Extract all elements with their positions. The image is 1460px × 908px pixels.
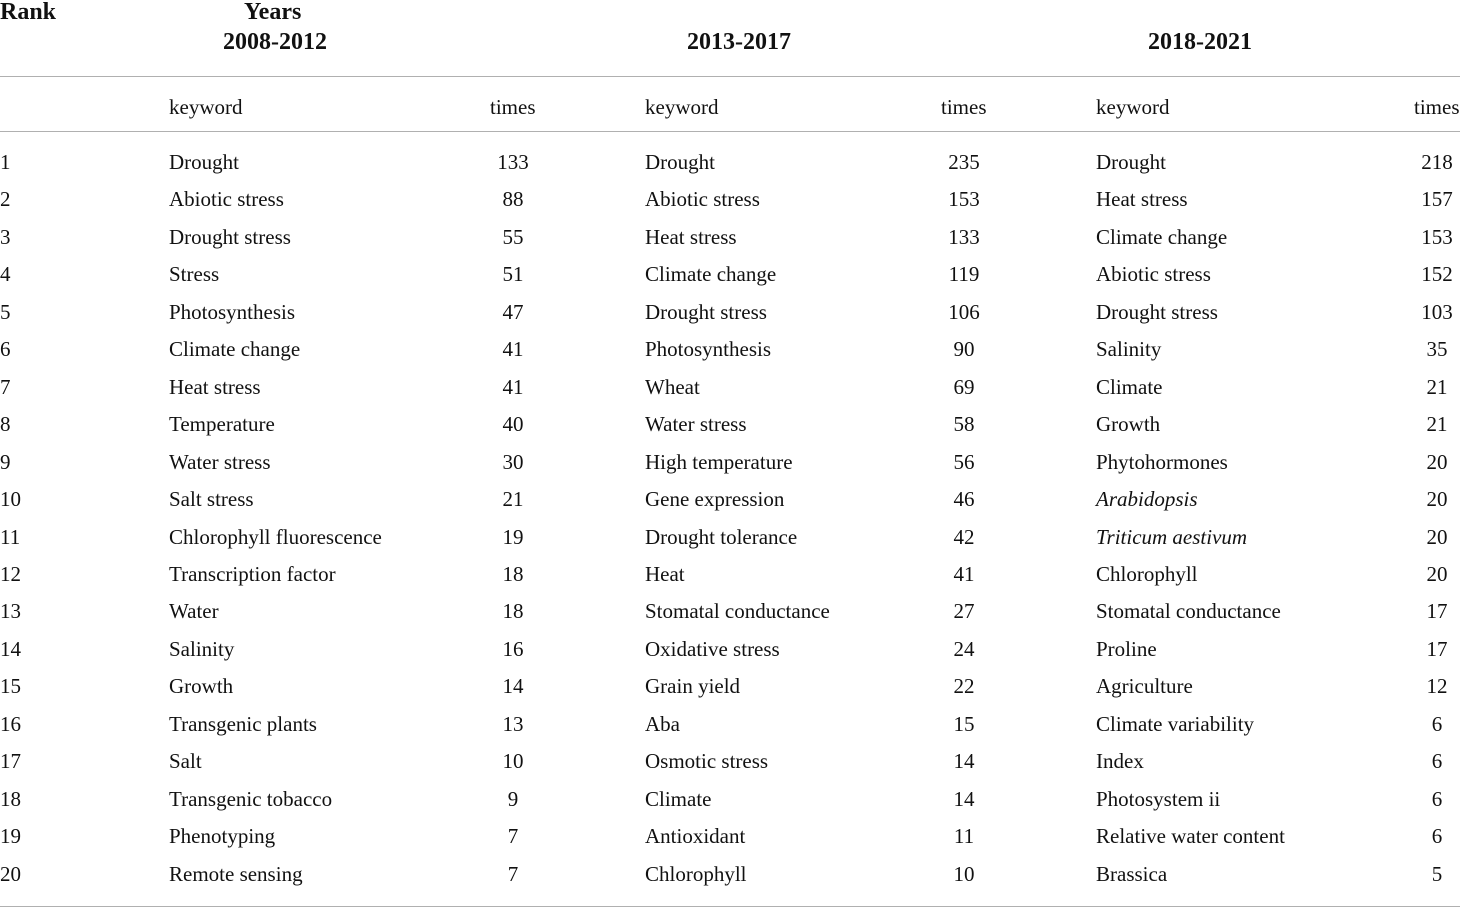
keyword-cell-2008-2012: Transcription factor (169, 561, 336, 586)
keyword-cell-2018-2021: Photosystem ii (1096, 786, 1221, 811)
times-cell-2008-2012: 30 (502, 449, 524, 474)
keyword-cell-2008-2012: Salt (169, 749, 202, 774)
keyword-cell-2018-2021: Growth (1096, 412, 1161, 437)
times-cell-2013-2017: 46 (953, 487, 975, 512)
keyword-cell-2013-2017: Photosynthesis (645, 337, 772, 362)
times-cell-2013-2017: 15 (953, 711, 975, 736)
times-cell-2008-2012: 133 (497, 150, 529, 174)
keyword-cell-2013-2017: Aba (645, 711, 680, 736)
times-cell-2008-2012: 47 (502, 299, 524, 324)
times-cell-2008-2012: 19 (502, 524, 524, 549)
rank-cell: 19 (0, 824, 21, 849)
keyword-cell-2018-2021: Phytohormones (1096, 449, 1228, 474)
subheader-keyword-2: keyword (645, 95, 719, 119)
keyword-cell-2013-2017: Drought stress (645, 299, 767, 324)
keyword-cell-2008-2012: Heat stress (169, 374, 261, 399)
table-row (0, 147, 1460, 177)
header-period-2: 2013-2017 (687, 29, 791, 55)
keyword-cell-2008-2012: Climate change (169, 337, 301, 362)
times-cell-2013-2017: 14 (953, 749, 975, 774)
bottom-divider (0, 906, 1460, 907)
times-cell-2013-2017: 235 (948, 150, 980, 174)
times-cell-2018-2021: 6 (1431, 749, 1443, 774)
subheader-times-1: times (490, 95, 536, 119)
times-cell-2008-2012: 7 (507, 824, 519, 849)
times-cell-2018-2021: 20 (1426, 487, 1448, 512)
table-row (0, 821, 1460, 851)
table-row (0, 372, 1460, 402)
keyword-cell-2013-2017: Osmotic stress (645, 749, 769, 774)
keyword-cell-2018-2021: Brassica (1096, 861, 1168, 886)
keyword-cell-2013-2017: Abiotic stress (645, 187, 760, 212)
times-cell-2018-2021: 6 (1431, 824, 1443, 849)
header-years: Years (244, 0, 302, 25)
times-cell-2008-2012: 9 (507, 786, 519, 811)
keyword-cell-2008-2012: Drought (169, 150, 239, 174)
keyword-cell-2018-2021: Stomatal conductance (1096, 599, 1281, 624)
table-row (0, 559, 1460, 589)
times-cell-2008-2012: 21 (502, 487, 524, 512)
keyword-cell-2013-2017: Drought tolerance (645, 524, 798, 549)
keyword-cell-2008-2012: Remote sensing (169, 861, 303, 886)
keyword-cell-2018-2021: Arabidopsis (1096, 487, 1198, 512)
rank-cell: 8 (0, 412, 11, 437)
times-cell-2013-2017: 11 (953, 824, 975, 849)
keyword-cell-2018-2021: Salinity (1096, 337, 1162, 362)
keyword-cell-2008-2012: Temperature (169, 412, 275, 437)
times-cell-2013-2017: 119 (948, 262, 980, 287)
rank-cell: 18 (0, 786, 21, 811)
times-cell-2018-2021: 20 (1426, 561, 1448, 586)
times-cell-2013-2017: 106 (948, 299, 980, 324)
keyword-cell-2013-2017: Grain yield (645, 674, 741, 699)
keyword-cell-2018-2021: Relative water content (1096, 824, 1285, 849)
keyword-cell-2018-2021: Heat stress (1096, 187, 1188, 212)
times-cell-2013-2017: 42 (953, 524, 975, 549)
keyword-cell-2008-2012: Chlorophyll fluorescence (169, 524, 382, 549)
keyword-cell-2018-2021: Drought (1096, 150, 1166, 174)
table-row (0, 784, 1460, 814)
subheader-times-2: times (941, 95, 987, 119)
keyword-cell-2013-2017: Antioxidant (645, 824, 746, 849)
keyword-cell-2008-2012: Salinity (169, 636, 235, 661)
times-cell-2008-2012: 13 (502, 711, 524, 736)
keyword-cell-2008-2012: Salt stress (169, 487, 254, 512)
table-row (0, 184, 1460, 214)
keyword-cell-2008-2012: Drought stress (169, 224, 291, 249)
keyword-cell-2013-2017: Climate change (645, 262, 777, 287)
table-row (0, 596, 1460, 626)
times-cell-2013-2017: 56 (953, 449, 975, 474)
rank-cell: 15 (0, 674, 21, 699)
rank-cell: 12 (0, 561, 21, 586)
times-cell-2018-2021: 152 (1421, 262, 1453, 287)
header-period-1: 2008-2012 (223, 29, 327, 55)
times-cell-2018-2021: 6 (1431, 786, 1443, 811)
header-rank: Rank (0, 0, 57, 25)
keyword-cell-2008-2012: Photosynthesis (169, 299, 296, 324)
keyword-cell-2018-2021: Climate variability (1096, 711, 1255, 736)
subheader-keyword-1: keyword (169, 95, 243, 119)
times-cell-2008-2012: 16 (502, 636, 524, 661)
rank-cell: 11 (0, 524, 21, 549)
table-row (0, 746, 1460, 776)
times-cell-2018-2021: 21 (1426, 374, 1448, 399)
table-row (0, 259, 1460, 289)
table-row (0, 447, 1460, 477)
keyword-cell-2013-2017: Chlorophyll (645, 861, 747, 886)
keyword-cell-2008-2012: Transgenic tobacco (169, 786, 333, 811)
times-cell-2008-2012: 55 (502, 224, 524, 249)
rank-cell: 7 (0, 374, 11, 399)
header-period-3: 2018-2021 (1148, 29, 1252, 55)
rank-cell: 17 (0, 749, 21, 774)
keyword-cell-2008-2012: Water stress (169, 449, 271, 474)
times-cell-2018-2021: 12 (1426, 674, 1448, 699)
table-row (0, 484, 1460, 514)
keyword-cell-2013-2017: Climate (645, 786, 712, 811)
keyword-cell-2008-2012: Phenotyping (169, 824, 276, 849)
times-cell-2018-2021: 153 (1421, 224, 1453, 249)
times-cell-2013-2017: 14 (953, 786, 975, 811)
subheader-times-3: times (1414, 95, 1460, 119)
keyword-cell-2013-2017: Stomatal conductance (645, 599, 830, 624)
keyword-cell-2018-2021: Triticum aestivum (1096, 524, 1248, 549)
table-row (0, 334, 1460, 364)
table-row (0, 859, 1460, 889)
times-cell-2008-2012: 41 (502, 337, 524, 362)
times-cell-2013-2017: 24 (953, 636, 975, 661)
keyword-cell-2018-2021: Climate change (1096, 224, 1228, 249)
times-cell-2013-2017: 69 (953, 374, 975, 399)
times-cell-2013-2017: 90 (953, 337, 975, 362)
rank-cell: 5 (0, 299, 11, 324)
keyword-cell-2013-2017: Drought (645, 150, 715, 174)
keyword-cell-2008-2012: Growth (169, 674, 234, 699)
rank-cell: 9 (0, 449, 11, 474)
times-cell-2018-2021: 35 (1426, 337, 1448, 362)
keyword-cell-2018-2021: Index (1096, 749, 1144, 774)
keyword-cell-2013-2017: Wheat (645, 374, 700, 399)
keyword-cell-2013-2017: Oxidative stress (645, 636, 780, 661)
rank-cell: 20 (0, 861, 21, 886)
times-cell-2013-2017: 58 (953, 412, 975, 437)
times-cell-2018-2021: 218 (1421, 150, 1453, 174)
table-row (0, 297, 1460, 327)
rank-cell: 16 (0, 711, 21, 736)
keyword-cell-2008-2012: Abiotic stress (169, 187, 284, 212)
keyword-cell-2013-2017: Gene expression (645, 487, 785, 512)
times-cell-2013-2017: 27 (953, 599, 975, 624)
rank-cell: 2 (0, 187, 11, 212)
times-cell-2018-2021: 157 (1421, 187, 1453, 212)
times-cell-2013-2017: 10 (953, 861, 975, 886)
times-cell-2008-2012: 10 (502, 749, 524, 774)
keyword-cell-2008-2012: Stress (169, 262, 220, 287)
table-row (0, 671, 1460, 701)
rank-cell: 4 (0, 262, 11, 287)
times-cell-2008-2012: 40 (502, 412, 524, 437)
times-cell-2018-2021: 20 (1426, 524, 1448, 549)
keyword-cell-2013-2017: Heat (645, 561, 685, 586)
keyword-cell-2013-2017: High temperature (645, 449, 793, 474)
times-cell-2008-2012: 18 (502, 561, 524, 586)
keyword-cell-2013-2017: Water stress (645, 412, 747, 437)
times-cell-2008-2012: 41 (502, 374, 524, 399)
rank-cell: 13 (0, 599, 21, 624)
keyword-cell-2008-2012: Transgenic plants (169, 711, 317, 736)
times-cell-2008-2012: 14 (502, 674, 524, 699)
times-cell-2013-2017: 22 (953, 674, 975, 699)
rank-cell: 14 (0, 636, 21, 661)
times-cell-2013-2017: 41 (953, 561, 975, 586)
rank-cell: 1 (0, 150, 11, 174)
keyword-cell-2018-2021: Climate (1096, 374, 1163, 399)
keyword-cell-2018-2021: Drought stress (1096, 299, 1218, 324)
times-cell-2018-2021: 103 (1421, 299, 1453, 324)
subheader-keyword-3: keyword (1096, 95, 1170, 119)
keyword-cell-2008-2012: Water (169, 599, 219, 624)
times-cell-2008-2012: 18 (502, 599, 524, 624)
keyword-cell-2013-2017: Heat stress (645, 224, 737, 249)
times-cell-2018-2021: 17 (1426, 636, 1448, 661)
rank-cell: 10 (0, 487, 21, 512)
table-row (0, 522, 1460, 552)
times-cell-2018-2021: 20 (1426, 449, 1448, 474)
times-cell-2018-2021: 17 (1426, 599, 1448, 624)
table-row (0, 709, 1460, 739)
table-row (0, 222, 1460, 252)
keyword-cell-2018-2021: Agriculture (1096, 674, 1193, 699)
keyword-cell-2018-2021: Chlorophyll (1096, 561, 1198, 586)
times-cell-2018-2021: 21 (1426, 412, 1448, 437)
keyword-cell-2018-2021: Proline (1096, 636, 1157, 661)
times-cell-2018-2021: 5 (1431, 861, 1443, 886)
table-row (0, 409, 1460, 439)
times-cell-2008-2012: 88 (502, 187, 524, 212)
times-cell-2018-2021: 6 (1431, 711, 1443, 736)
table-row (0, 634, 1460, 664)
times-cell-2013-2017: 153 (948, 187, 980, 212)
rank-cell: 3 (0, 224, 11, 249)
times-cell-2013-2017: 133 (948, 224, 980, 249)
rank-cell: 6 (0, 337, 11, 362)
times-cell-2008-2012: 51 (502, 262, 524, 287)
keyword-cell-2018-2021: Abiotic stress (1096, 262, 1211, 287)
times-cell-2008-2012: 7 (507, 861, 519, 886)
